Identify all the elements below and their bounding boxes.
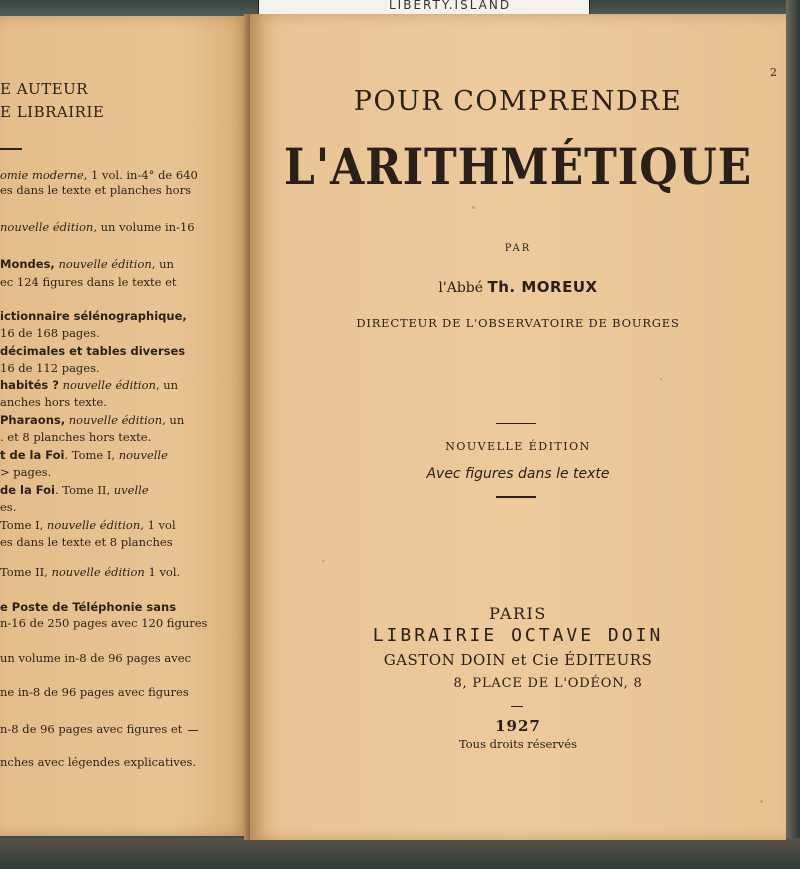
paper-fleck — [472, 206, 475, 209]
catalogue-line-bold: e Poste de Téléphonie sans — [0, 600, 177, 614]
edition-label: NOUVELLE ÉDITION — [445, 440, 591, 453]
catalogue-line-rest: , 1 vol. in-4° de 640 — [83, 168, 198, 182]
catalogue-line — [0, 309, 187, 323]
book-edge-right — [786, 0, 800, 869]
author-prefix: l'Abbé — [438, 280, 484, 296]
catalogue-line-italic: nouvelle édition — [0, 220, 94, 234]
catalogue-line — [0, 326, 100, 340]
publication-city: PARIS — [489, 604, 547, 623]
left-page — [0, 16, 248, 836]
catalogue-line-italic: nouvelle — [118, 448, 168, 462]
catalogue-line — [0, 565, 180, 579]
catalogue-line — [0, 361, 100, 375]
catalogue-line — [0, 430, 151, 444]
catalogue-line-italic: nouvelle édition — [58, 257, 152, 271]
catalogue-line — [0, 275, 177, 289]
page-number: 2 — [770, 66, 777, 79]
publisher-name: LIBRAIRIE OCTAVE DOIN — [372, 625, 664, 646]
catalogue-line-bold: t de la Foi — [0, 448, 65, 462]
author-line — [250, 278, 786, 296]
catalogue-line-rest: , un volume in-16 — [93, 220, 195, 234]
catalogue-line — [0, 600, 176, 614]
paper-fleck — [322, 560, 325, 562]
catalogue-line-italic: uvelle — [113, 483, 149, 497]
catalogue-line-bold: de la Foi — [0, 483, 55, 497]
catalogue-line-bold: habités ? — [0, 378, 59, 392]
catalogue-line-text: ne in-8 de 96 pages avec figures — [0, 685, 189, 699]
catalogue-line-italic: omie moderne — [0, 168, 84, 182]
catalogue-line-text: anches hors texte. — [0, 395, 107, 409]
catalogue-line — [0, 183, 191, 197]
catalogue-line-text: nches avec légendes explicatives. — [0, 755, 197, 769]
paper-fleck — [760, 800, 763, 803]
catalogue-line-text: n-8 de 96 pages avec figures et — [0, 722, 183, 736]
catalogue-line-text: n-16 de 250 pages avec 120 figures — [0, 616, 208, 630]
catalogue-line-rest: , un — [155, 378, 179, 392]
catalogue-line-italic: nouvelle édition — [46, 518, 141, 532]
catalogue-line — [0, 378, 178, 392]
book-edge-bottom — [0, 838, 800, 869]
catalogue-line-text: es dans le texte et planches hors — [0, 183, 192, 197]
author-name: Th. MOREUX — [487, 278, 598, 296]
catalogue-line-text: Tome II, — [0, 565, 52, 579]
catalogue-line-bold: Pharaons, — [0, 413, 66, 427]
catalogue-line-text: . Tome II, — [54, 483, 114, 497]
catalogue-line-italic: nouvelle édition — [51, 565, 145, 579]
catalogue-line — [0, 685, 189, 699]
catalogue-line-text: . et 8 planches hors texte. — [0, 430, 152, 444]
left-dash — [188, 730, 198, 731]
catalogue-line-rest: , un — [162, 413, 185, 427]
catalogue-line-text: ec 124 figures dans le texte et — [0, 275, 177, 289]
catalogue-line — [0, 395, 107, 409]
catalogue-line-rest: , un — [151, 257, 174, 271]
catalogue-line-text: un volume in-8 de 96 pages avec — [0, 651, 191, 665]
paper-fleck — [660, 378, 662, 380]
publisher-editors: GASTON DOIN et Cie ÉDITEURS — [383, 651, 653, 669]
left-header-rule — [0, 148, 22, 150]
catalogue-line — [0, 257, 174, 271]
catalogue-line — [0, 220, 195, 234]
left-header-line-1: E AUTEUR — [0, 80, 89, 98]
par-label: PAR — [504, 243, 532, 254]
catalogue-line — [0, 518, 176, 532]
catalogue-line — [0, 651, 191, 665]
title-line-1: POUR COMPRENDRE — [353, 86, 683, 117]
catalogue-line-bold: ictionnaire sélénographique, — [0, 309, 187, 323]
catalogue-line-italic: nouvelle édition — [68, 413, 163, 427]
catalogue-line — [0, 755, 196, 769]
catalogue-line-text: es. — [0, 500, 17, 514]
rights-notice: Tous droits réservés — [458, 737, 577, 751]
publisher-address: 8, PLACE DE L'ODÉON, 8 — [453, 676, 643, 691]
catalogue-line — [0, 722, 182, 736]
catalogue-line-italic: nouvelle édition — [62, 378, 156, 392]
left-header-line-2: E LIBRAIRIE — [0, 103, 105, 121]
catalogue-line-text: es dans le texte et 8 planches — [0, 535, 173, 549]
catalogue-line-text: > pages. — [0, 465, 52, 479]
figures-note: Avec figures dans le texte — [426, 466, 610, 482]
catalogue-line — [0, 535, 173, 549]
separator-rule-2 — [496, 496, 536, 498]
catalogue-line-text: 16 de 112 pages. — [0, 361, 100, 375]
catalogue-line-text: Tome I, — [0, 518, 47, 532]
catalogue-line — [0, 483, 149, 497]
catalogue-line-text: 16 de 168 pages. — [0, 326, 100, 340]
catalogue-line — [0, 616, 207, 630]
slip-label: LIBERTY.ISLAND — [389, 0, 512, 12]
catalogue-line — [0, 500, 16, 514]
catalogue-line-rest: , 1 vol — [140, 518, 176, 532]
separator-rule-1 — [496, 423, 536, 424]
publication-year: 1927 — [495, 717, 541, 735]
catalogue-line — [0, 413, 184, 427]
catalogue-line — [0, 448, 168, 462]
catalogue-line — [0, 344, 185, 358]
author-position: DIRECTEUR DE L'OBSERVATOIRE DE BOURGES — [356, 316, 680, 330]
catalogue-line-text: . Tome I, — [64, 448, 119, 462]
separator-rule-3 — [511, 706, 523, 707]
catalogue-line-bold: Mondes, — [0, 257, 55, 271]
catalogue-line — [0, 465, 51, 479]
title-line-2: L'ARITHMÉTIQUE — [283, 137, 753, 196]
catalogue-line-rest: 1 vol. — [144, 565, 181, 579]
catalogue-line — [0, 168, 198, 182]
catalogue-line-bold: décimales et tables diverses — [0, 344, 186, 358]
